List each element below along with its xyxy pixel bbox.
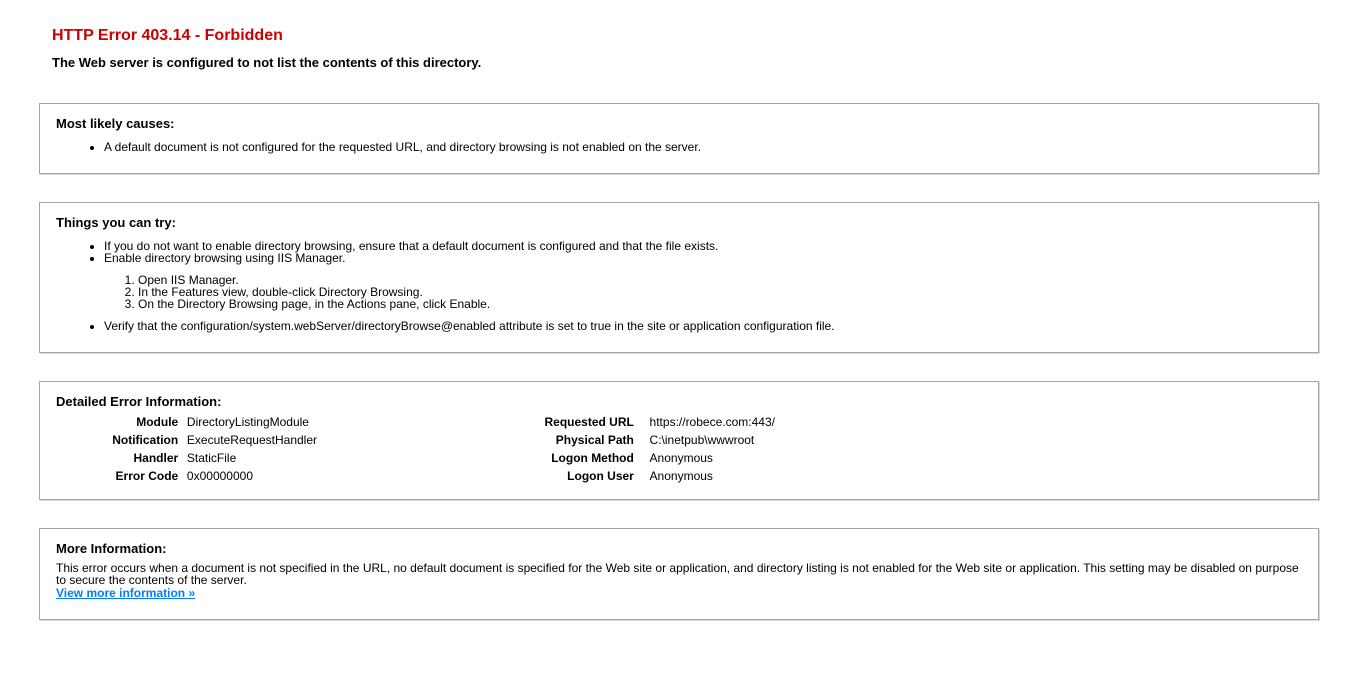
detail-label-module: Module — [136, 415, 179, 429]
things-list — [56, 240, 1303, 332]
things-item: • Verify that the configuration/system.webServer/directoryBrowse@enabled attribute is set to true in the site or application configuration file. — [104, 320, 1303, 332]
most-likely-causes-box — [39, 103, 1319, 174]
detail-value-physical-path: C:\inetpub\wwwroot — [649, 433, 755, 447]
table-row — [56, 413, 492, 431]
table-row — [56, 467, 492, 485]
detail-value-notification: ExecuteRequestHandler — [186, 433, 317, 447]
step-item: 2. In the Features view, double-click Directory Browsing. — [138, 286, 1303, 298]
causes-heading: Most likely causes: — [56, 116, 175, 131]
error-page — [39, 0, 1319, 620]
things-to-try-box — [39, 202, 1319, 353]
more-info-text: This error occurs when a document is not specified in the URL, no default document is specified for the Web site or application, and directory listing is not enabled for the Web site or application. This setting may be disabled on purpose to secure the contents of the server. — [56, 561, 1299, 587]
cause-item: • A default document is not configured for the requested URL, and directory browsing is not enabled on the server. — [104, 141, 1303, 153]
more-info-heading: More Information: — [56, 541, 167, 556]
things-heading: Things you can try: — [56, 215, 176, 230]
detail-value-module: DirectoryListingModule — [186, 415, 309, 429]
page-title: HTTP Error 403.14 - Forbidden — [52, 27, 283, 44]
things-item — [104, 252, 1303, 310]
step-item: 3. On the Directory Browsing page, in the Actions pane, click Enable. — [138, 298, 1303, 310]
details-right-column — [492, 409, 1278, 489]
table-row — [492, 467, 1278, 485]
table-row — [492, 413, 1278, 431]
view-more-information-link[interactable]: View more information » — [56, 586, 196, 600]
detail-value-requested-url: https://robece.com:443/ — [649, 415, 775, 429]
iis-steps-list — [104, 274, 1303, 310]
detail-label-requested-url: Requested URL — [544, 415, 634, 429]
details-left-table — [56, 413, 492, 485]
table-row — [56, 431, 492, 449]
detail-label-physical-path: Physical Path — [555, 433, 634, 447]
detail-value-logon-user: Anonymous — [649, 469, 713, 483]
more-information-box — [39, 528, 1319, 620]
detail-label-logon-user: Logon User — [567, 469, 634, 483]
detailed-error-information-box — [39, 381, 1319, 500]
details-left-column — [56, 409, 492, 489]
table-row — [492, 431, 1278, 449]
detail-label-logon-method: Logon Method — [551, 451, 634, 465]
detail-value-logon-method: Anonymous — [649, 451, 713, 465]
details-heading: Detailed Error Information: — [56, 394, 222, 409]
detail-label-handler: Handler — [133, 451, 179, 465]
causes-list — [56, 141, 1303, 153]
step-item: 1. Open IIS Manager. — [138, 274, 1303, 286]
things-item: • If you do not want to enable directory browsing, ensure that a default document is configured and that the file exists. — [104, 240, 1303, 252]
page-subtitle: The Web server is configured to not list the contents of this directory. — [52, 55, 482, 70]
detail-label-notification: Notification — [112, 433, 179, 447]
things-item-label: Enable directory browsing using IIS Manager. — [104, 251, 346, 265]
detail-value-handler: StaticFile — [186, 451, 237, 465]
table-row — [56, 449, 492, 467]
table-row — [492, 449, 1278, 467]
details-columns — [56, 409, 1303, 489]
details-right-table — [492, 413, 1278, 485]
detail-label-error-code: Error Code — [115, 469, 179, 483]
detail-value-error-code: 0x00000000 — [186, 469, 253, 483]
